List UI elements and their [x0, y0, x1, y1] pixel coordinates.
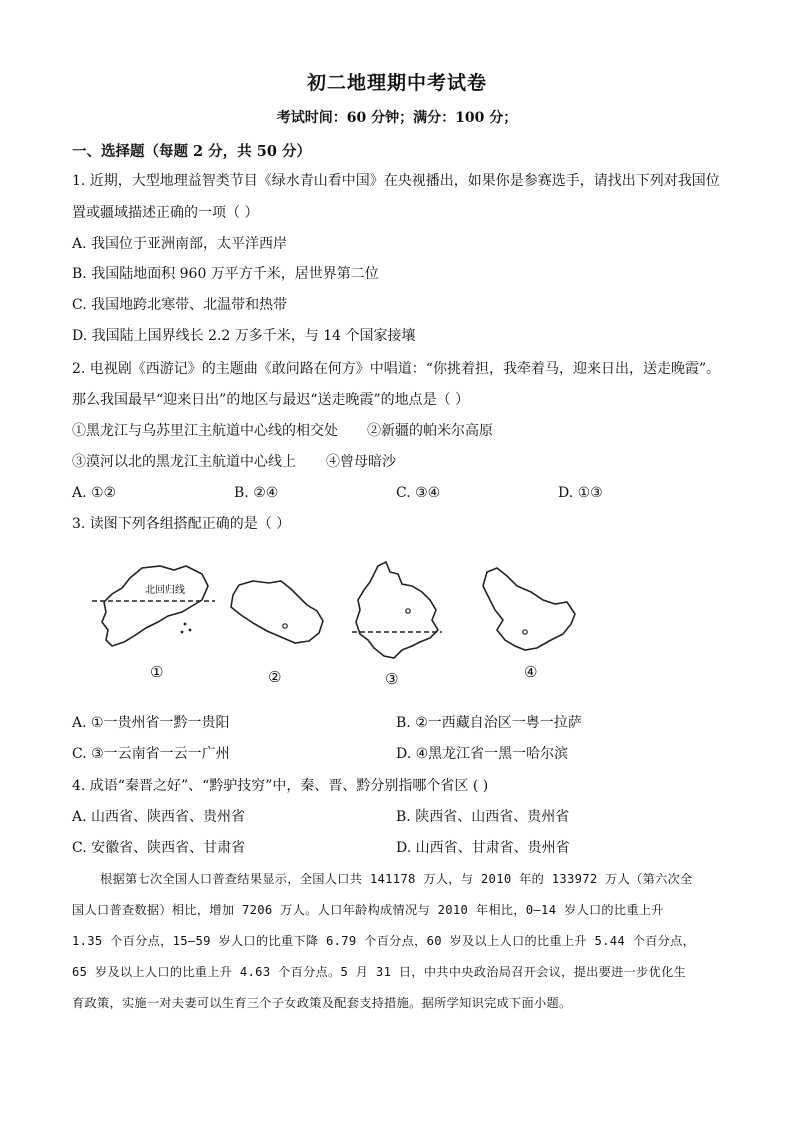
- tropic-label: 北回归线: [145, 585, 185, 596]
- q1-option-c: C. 我国地跨北寒带、北温带和热带: [72, 297, 288, 313]
- map-label-1: ①: [150, 663, 164, 681]
- q4-stem: 4. 成语“秦晋之好”、“黔驴技穷”中，秦、晋、黔分别指哪个省区 ( ): [72, 778, 489, 794]
- passage-line-1: 根据第七次全国人口普查结果显示，全国人口共 141178 万人，与 2010 年的 133972 万人（第六次全: [100, 872, 693, 886]
- q4-option-a: A. 山西省、陕西省、贵州省: [72, 809, 246, 825]
- q4-option-d: D. 山西省、甘肃省、贵州省: [396, 840, 570, 856]
- q2-stem-line1: 2. 电视剧《西游记》的主题曲《敢问路在何方》中唱道：“你挑着担，我牵着马，迎来日出，送走晚霞”。: [72, 361, 721, 377]
- map-tibet: [225, 575, 330, 650]
- passage-line-4: 65 岁及以上人口的比重上升 4.63 个百分点。5 月 31 日，中共中央政治局召开会议，提出要进一步优化生: [72, 965, 687, 979]
- q2-option-d: D. ①③: [558, 485, 603, 501]
- q2-option-c: C. ③④: [396, 485, 441, 501]
- q3-option-b: B. ②一西藏自治区一粤一拉萨: [396, 715, 582, 731]
- map-yunnan: [350, 560, 445, 665]
- q2-option-a: A. ①②: [72, 485, 117, 501]
- map-heilongjiang: [475, 562, 585, 657]
- q1-option-a: A. 我国位于亚洲南部，太平洋西岸: [72, 236, 288, 252]
- map-label-4: ④: [524, 663, 538, 681]
- q2-item-3: ③漠河以北的黑龙江主航道中心线上: [72, 454, 296, 470]
- q1-stem-line2: 置或疆域描述正确的一项（ ）: [72, 205, 259, 221]
- passage-line-5: 育政策，实施一对夫妻可以生育三个子女政策及配套支持措施。据所学知识完成下面小题。: [72, 996, 572, 1010]
- q4-option-b: B. 陕西省、山西省、贵州省: [396, 809, 570, 825]
- q1-option-d: D. 我国陆上国界线长 2.2 万多千米，与 14 个国家接壤: [72, 328, 416, 344]
- q2-option-b: B. ②④: [234, 485, 279, 501]
- q1-stem-line1: 1. 近期，大型地理益智类节目《绿水青山看中国》在央视播出，如果你是参赛选手，请找出下列对我国位: [72, 173, 720, 189]
- q3-option-d: D. ④黑龙江省一黑一哈尔滨: [396, 746, 569, 762]
- passage-line-2: 国人口普查数据）相比，增加 7206 万人。人口年龄构成情况与 2010 年相比，0—14 岁人口的比重上升: [72, 903, 664, 917]
- q2-item-2: ②新疆的帕米尔高原: [367, 423, 493, 439]
- passage-line-3: 1.35 个百分点，15—59 岁人口的比重下降 6.79 个百分点，60 岁及以上人口的比重上升 5.44 个百分点，: [72, 934, 696, 948]
- exam-info: 考试时间：60 分钟；满分：100 分；: [276, 110, 518, 126]
- q3-stem: 3. 读图下列各组搭配正确的是（ ）: [72, 516, 291, 532]
- page-title: 初二地理期中考试卷: [306, 72, 487, 94]
- map-guangdong: [90, 560, 220, 650]
- q3-option-a: A. ①一贵州省一黔一贵阳: [72, 715, 230, 731]
- q4-option-c: C. 安徽省、陕西省、甘肃省: [72, 840, 246, 856]
- q1-option-b: B. 我国陆地面积 960 万平方千米，居世界第二位: [72, 266, 379, 282]
- q3-option-c: C. ③一云南省一云一广州: [72, 746, 230, 762]
- map-label-3: ③: [385, 670, 399, 688]
- q2-item-1: ①黑龙江与乌苏里江主航道中心线的相交处: [72, 423, 338, 439]
- q2-stem-line2: 那么我国最早“迎来日出”的地区与最迟“送走晚霞”的地点是（ ）: [72, 392, 470, 408]
- map-label-2: ②: [268, 668, 282, 686]
- q2-item-4: ④曾母暗沙: [326, 454, 396, 470]
- section-heading: 一、选择题（每题 2 分，共 50 分）: [72, 143, 311, 160]
